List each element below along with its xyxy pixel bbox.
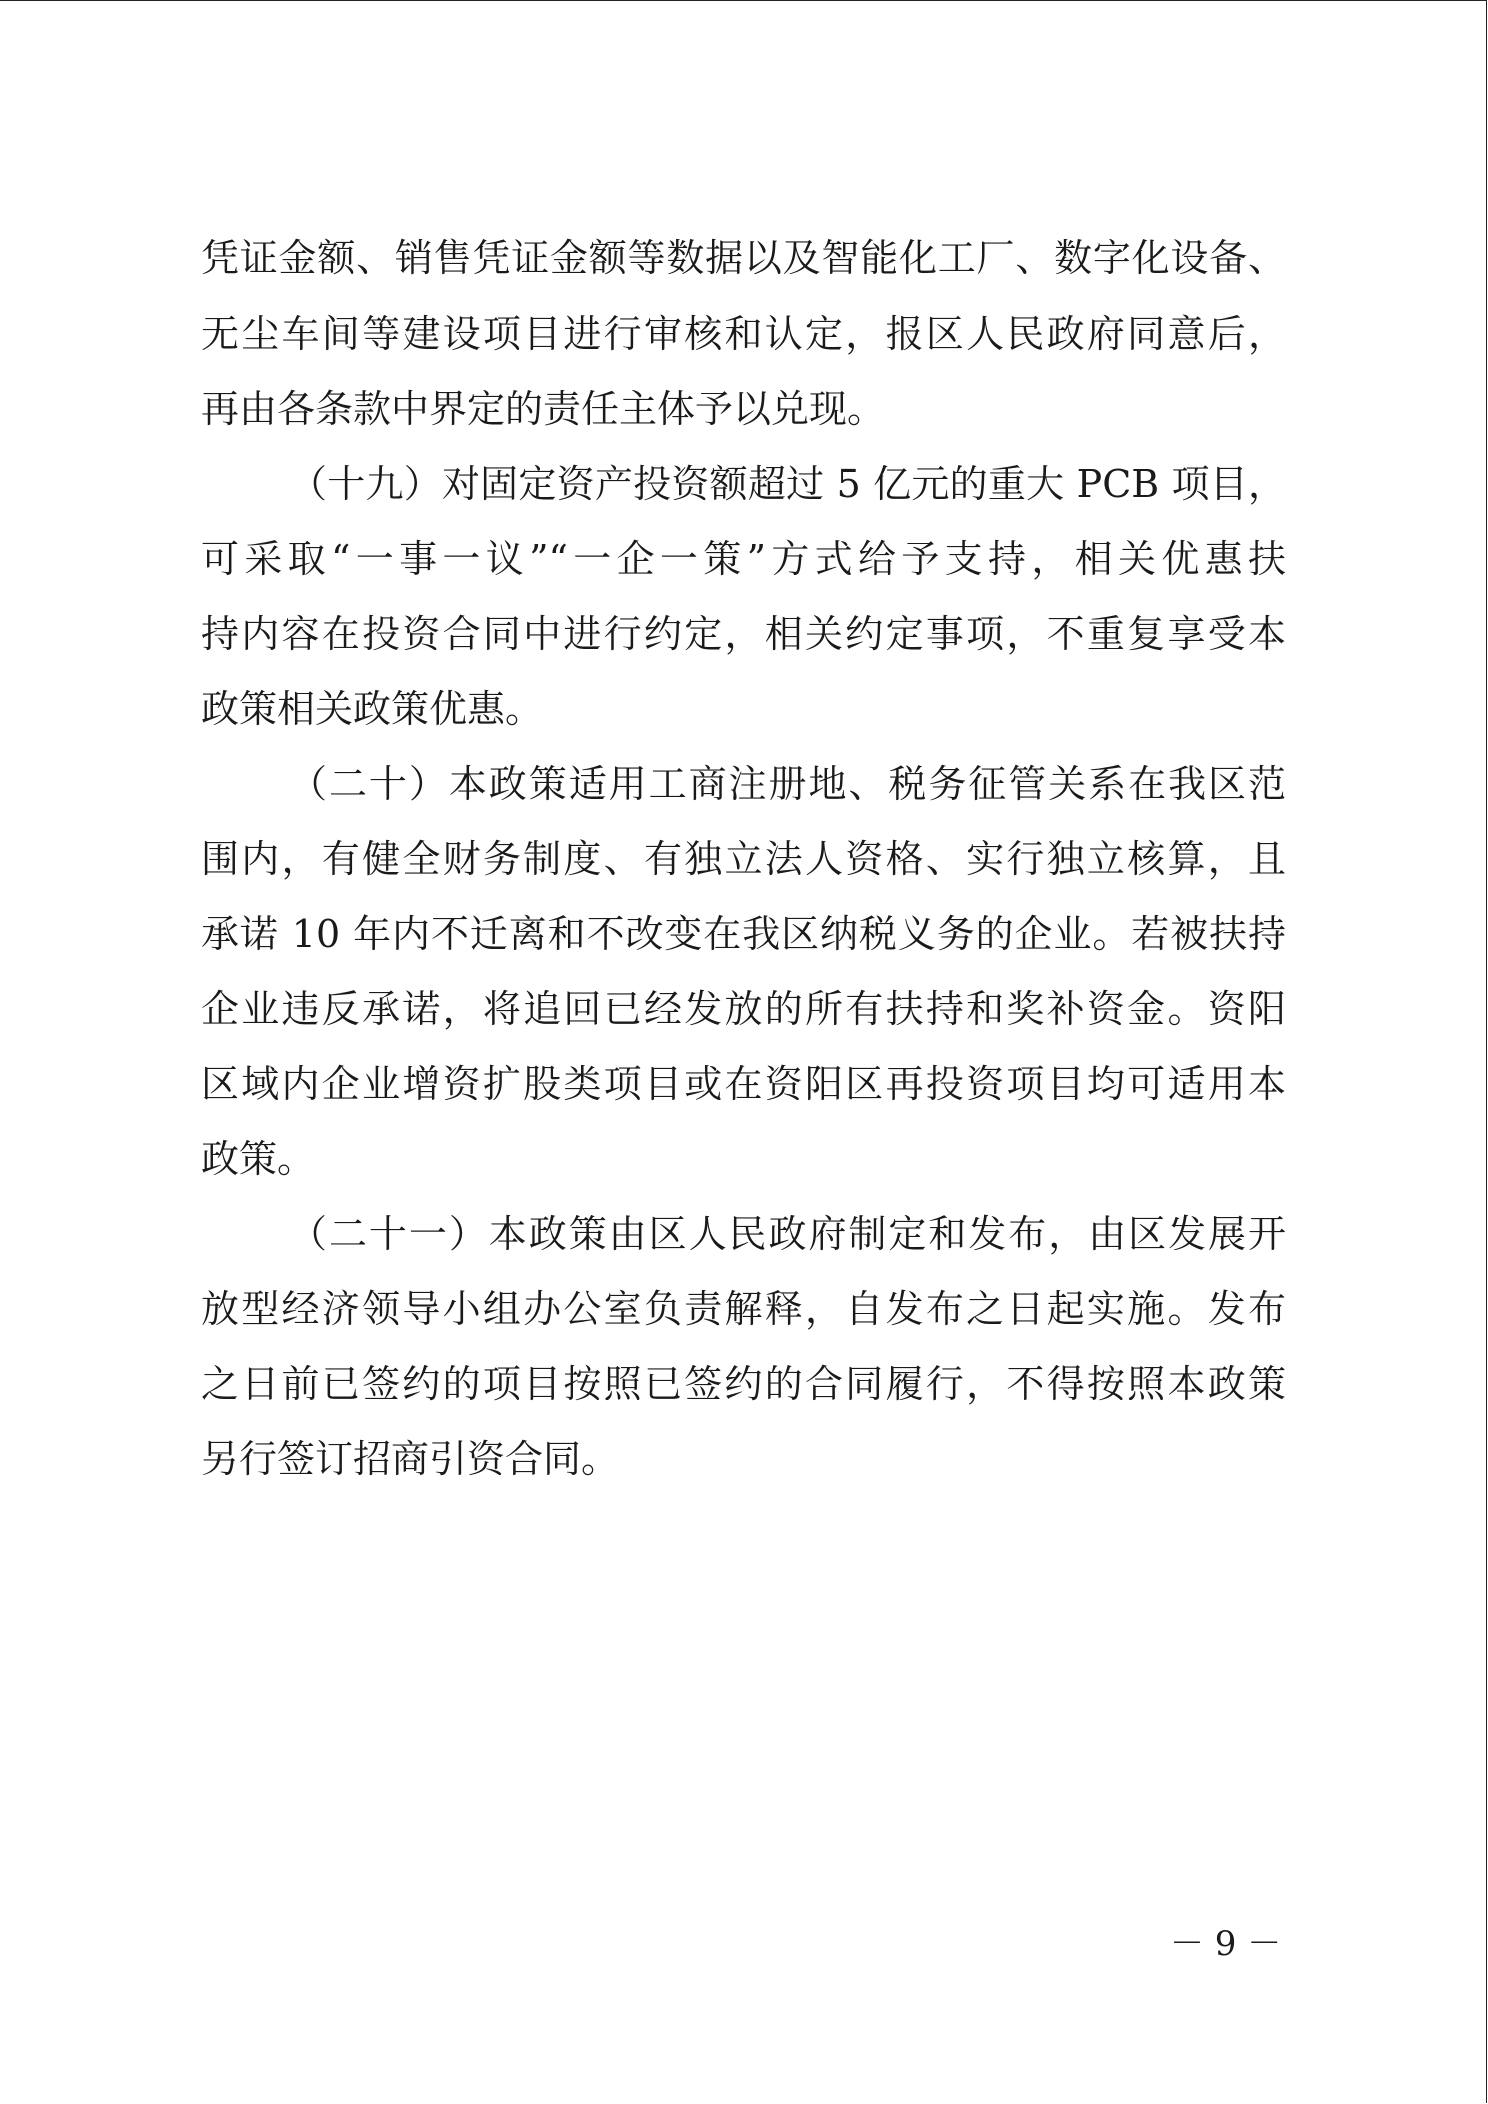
body-line: 持内容在投资合同中进行约定，相关约定事项，不重复享受本 (201, 612, 1286, 656)
paragraph-21-line: （二十一）本政策由区人民政府制定和发布，由区发展开 (289, 1212, 1286, 1256)
body-line: 可采取“一事一议”“一企一策”方式给予支持，相关优惠扶 (201, 537, 1286, 581)
body-line: 政策。 (201, 1137, 316, 1181)
page-number: － 9 － (1170, 1924, 1282, 1964)
body-line: 放型经济领导小组办公室负责解释，自发布之日起实施。发布 (201, 1287, 1286, 1331)
body-line: 区域内企业增资扩股类项目或在资阳区再投资项目均可适用本 (201, 1062, 1286, 1106)
paragraph-19-line: （十九）对固定资产投资额超过 5 亿元的重大 PCB 项目， (289, 462, 1286, 506)
body-line: 企业违反承诺，将追回已经发放的所有扶持和奖补资金。资阳 (201, 987, 1286, 1031)
body-line: 之日前已签约的项目按照已签约的合同履行，不得按照本政策 (201, 1362, 1286, 1406)
body-line: 另行签订招商引资合同。 (201, 1437, 620, 1481)
body-line: 围内，有健全财务制度、有独立法人资格、实行独立核算，且 (201, 837, 1286, 881)
body-line: 承诺 10 年内不迁离和不改变在我区纳税义务的企业。若被扶持 (201, 912, 1286, 956)
body-line: 再由各条款中界定的责任主体予以兑现。 (201, 387, 886, 431)
paragraph-20-line: （二十）本政策适用工商注册地、税务征管关系在我区范 (289, 762, 1286, 806)
body-line: 政策相关政策优惠。 (201, 687, 544, 731)
body-line: 无尘车间等建设项目进行审核和认定，报区人民政府同意后， (201, 312, 1286, 356)
body-line: 凭证金额、销售凭证金额等数据以及智能化工厂、数字化设备、 (201, 236, 1286, 280)
